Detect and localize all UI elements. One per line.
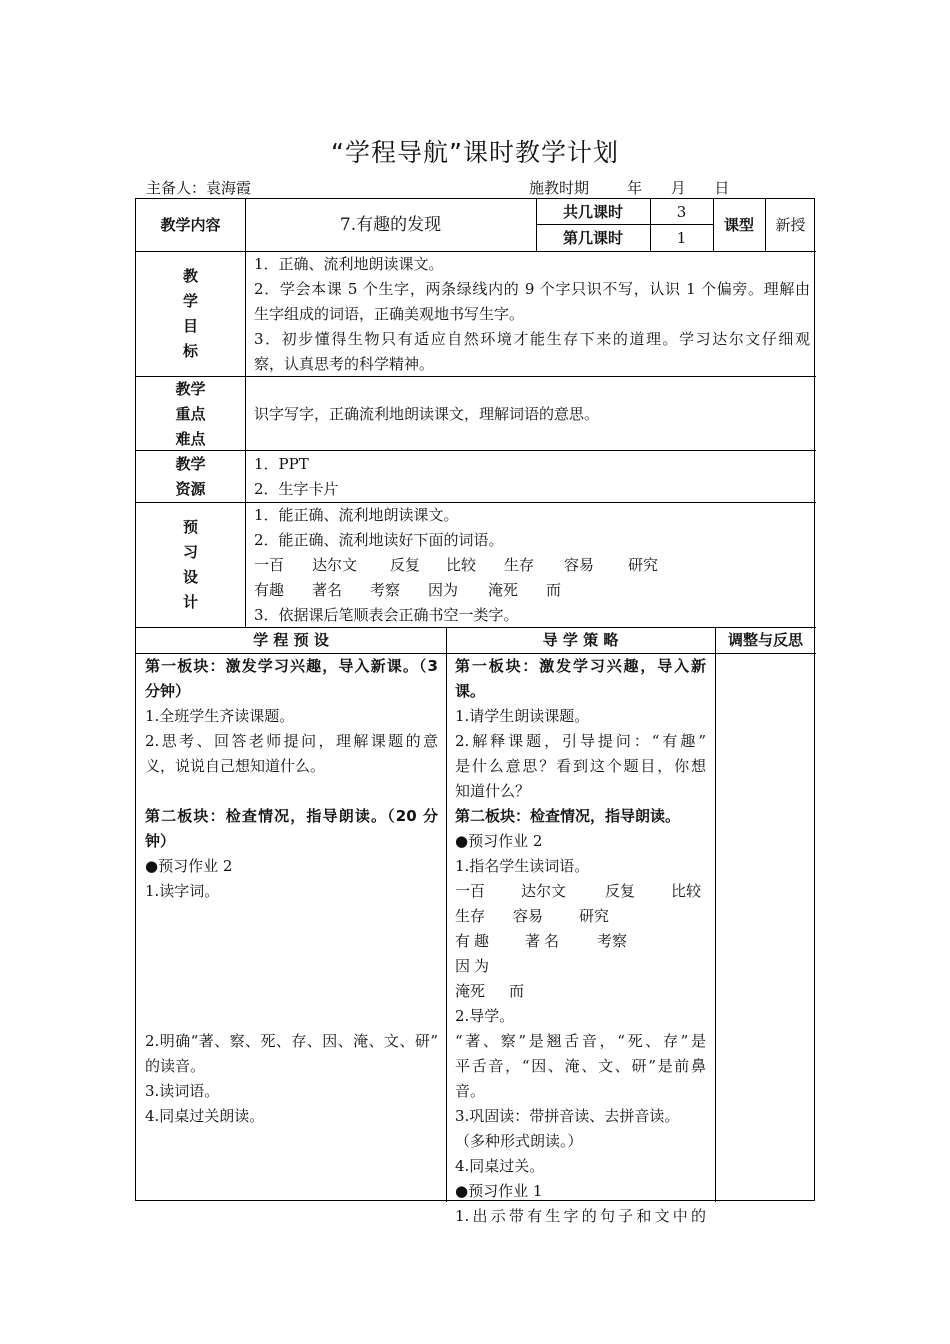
lesson-type-value: 新授 — [775, 216, 806, 234]
total-periods-label: 共几课时 — [562, 203, 623, 221]
strategy-words-row-2: 生存 容易 研究 — [455, 907, 610, 925]
divider — [446, 627, 447, 1202]
preview-words-row-2: 有趣 著名 考察 因为 淹死 而 — [254, 581, 562, 599]
preview-text: 1．能正确、流利地朗读课文。 2．能正确、流利地读好下面的词语。 一百 达尔文 反复 比较 生存 容易 研究 有趣 著名 考察 因为 淹死 而 3．依据课后笔顺表会正确书空一类字。 — [254, 503, 810, 628]
strategy-words-row-4: 淹死 而 — [455, 982, 525, 1000]
strategy-words-row-1: 一百 达尔文 反复 比较 — [455, 882, 702, 900]
content-label: 教学内容 — [160, 216, 221, 234]
reflection-column — [716, 654, 815, 1200]
strategy-words-row-3: 有趣 著名 考察因为 — [455, 932, 628, 975]
lesson-plan-table — [135, 198, 815, 1225]
left-column-header: 学 程 预 设 — [253, 631, 329, 649]
right-column-header: 调整与反思 — [727, 631, 803, 649]
learning-process-column: 第一板块：激发学习兴趣，导入新课。（3 分钟） 1.全班学生齐读课题。 2.思考、回答老师提问，理解课题的意 义，说说自己想知道什么。 第二板块：检查情况，指导朗读。（20 分 钟） ●预习作业 2 1.读字词。 2.明确“著、察、死、存、因、淹、文、研” 的读音。 3.读词语。 4.同桌过关朗读。 — [145, 657, 438, 1125]
middle-column-header: 导 学 策 略 — [542, 631, 619, 649]
current-period-value: 1 — [676, 229, 687, 247]
focus-label: 教学 重点 难点 — [175, 380, 206, 448]
teaching-date-label: 施教时期 年 月 日 — [529, 179, 730, 197]
current-period-label: 第几课时 — [562, 229, 623, 247]
total-periods-value: 3 — [676, 203, 687, 221]
resources-label: 教学 资源 — [175, 455, 206, 498]
teaching-strategy-column: 第一板块：激发学习兴趣，导入新 课。 1.请学生朗读课题。 2.解释课题，引导提问：“有趣” 是什么意思？看到这个题目，你想 知道什么？ 第二板块：检查情况，指导朗读。 ●预习作业 2 1.指名学生读词语。 一百 达尔文 反复 比较 生存 容易 研究 有趣 著名 考察因为 淹死 而 2.导学。 “著、察”是翘舌音，“死、存”是 平舌音，“因、淹、文、研”是前鼻 音。 3.巩固读：带拼音读、去拼音读。 （多种形式朗读。） 4.同桌过关。 ●预习作业 1 1.出示带有生字的句子和文中的 — [455, 657, 706, 1225]
divider — [245, 199, 246, 627]
preview-label: 预 习 设 计 — [182, 518, 198, 611]
lesson-type-label: 课型 — [723, 216, 754, 234]
lesson-title: 7.有趣的发现 — [339, 215, 442, 235]
focus-text: 识字写字，正确流利地朗读课文，理解词语的意思。 — [254, 405, 600, 423]
resources-text: 1．PPT 2．生字卡片 — [254, 455, 339, 498]
preview-words-row-1: 一百 达尔文 反复 比较 生存 容易 研究 — [254, 556, 659, 574]
preparer-label: 主备人：袁海霞 — [146, 179, 252, 197]
goals-text: 1．正确、流利地朗读课文。 2．学会本课 5 个生字，两条绿线内的 9 个字只识不写，认识 1 个偏旁。理解由 生字组成的词语，正确美观地书写生字。 3．初步懂得生物只有适应自然环境才能生存下来的道理。学习达尔文仔细观 察，认真思考的科学精神。 — [254, 255, 810, 373]
goals-label: 教 学 目 标 — [182, 267, 198, 360]
page-title: “学程导航”课时教学计划 — [331, 138, 619, 167]
